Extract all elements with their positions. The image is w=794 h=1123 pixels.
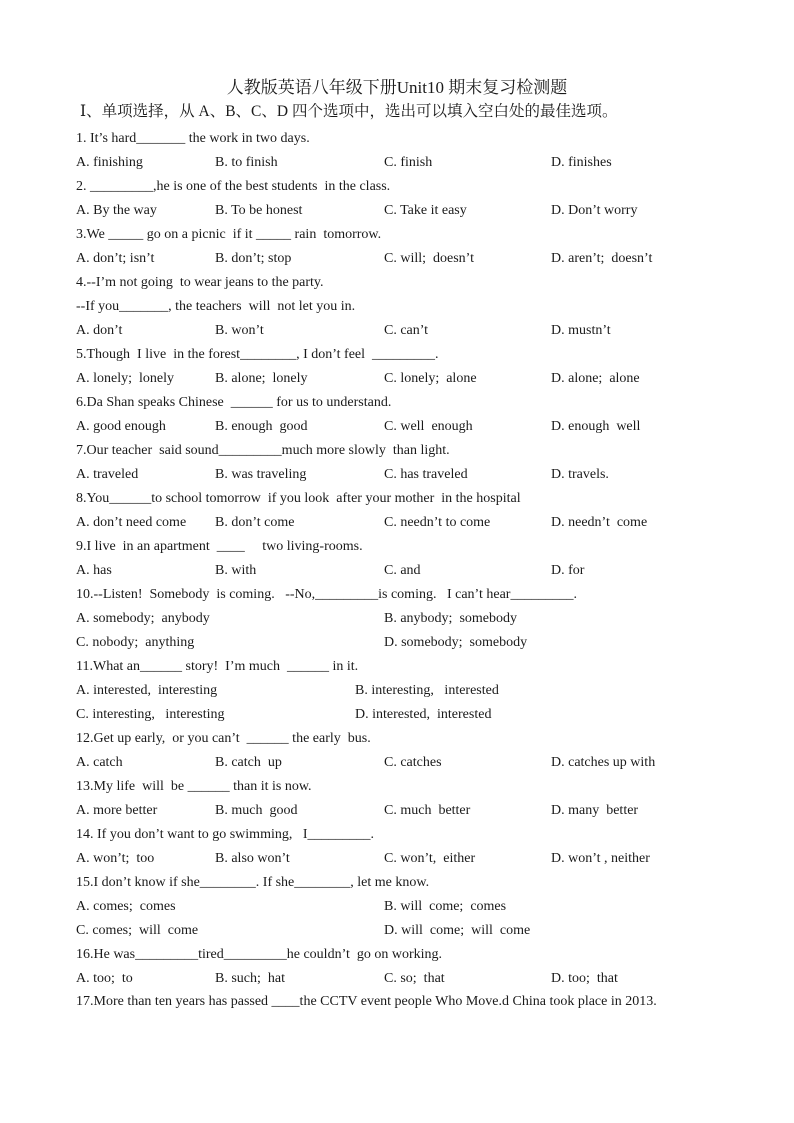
option-c: C. comes; will come: [76, 923, 199, 938]
option-b: B. To be honest: [215, 203, 303, 218]
option-d: D. somebody; somebody: [384, 635, 528, 650]
option-c: C. lonely; alone: [384, 371, 477, 386]
option-b: B. will come; comes: [384, 899, 507, 914]
option-b: B. don’t; stop: [215, 251, 292, 266]
question-6: 6.Da Shan speaks Chinese ______ for us to understand.: [76, 395, 392, 410]
option-c: C. catches: [384, 755, 442, 770]
section-heading: Ⅰ、单项选择，从 A、B、C、D 四个选项中，选出可以填入空白处的最佳选项。: [80, 103, 618, 120]
option-d: D. will come; will come: [384, 923, 531, 938]
option-c: C. Take it easy: [384, 203, 467, 218]
question-13: 13.My life will be ______ than it is now.: [76, 779, 312, 794]
question-16: 16.He was_________tired_________he couldn’t go on working.: [76, 947, 443, 962]
question-12: 12.Get up early, or you can’t ______ the early bus.: [76, 731, 371, 746]
question-9: 9.I live in an apartment ____ two living-rooms.: [76, 539, 363, 554]
question-5: 5.Though I live in the forest________, I don’t feel _________.: [76, 347, 439, 362]
option-b: B. don’t come: [215, 515, 295, 530]
question-8: 8.You______to school tomorrow if you look after your mother in the hospital: [76, 491, 521, 506]
option-a: A. don’t; isn’t: [76, 251, 155, 266]
option-a: A. more better: [76, 803, 158, 818]
option-b: B. much good: [215, 803, 298, 818]
option-c: C. finish: [384, 155, 433, 170]
option-a: A. lonely; lonely: [76, 371, 174, 386]
question-4-line-1: 4.--I’m not going to wear jeans to the party.: [76, 275, 324, 290]
option-a: A. interested, interesting: [76, 683, 218, 698]
option-a: A. catch: [76, 755, 123, 770]
option-b: B. also won’t: [215, 851, 290, 866]
option-d: D. catches up with: [551, 755, 656, 770]
question-11: 11.What an______ story! I’m much ______ in it.: [76, 659, 359, 674]
option-d: D. too; that: [551, 971, 618, 986]
option-c: C. so; that: [384, 971, 445, 986]
option-a: A. too; to: [76, 971, 133, 986]
option-a: A. good enough: [76, 419, 166, 434]
option-a: A. somebody; anybody: [76, 611, 210, 626]
option-d: D. travels.: [551, 467, 609, 482]
question-14: 14. If you don’t want to go swimming, I_________.: [76, 827, 375, 842]
question-2: 2. _________,he is one of the best students in the class.: [76, 179, 391, 194]
option-a: A. has: [76, 563, 112, 578]
option-c: C. can’t: [384, 323, 429, 338]
option-b: B. was traveling: [215, 467, 307, 482]
option-c: C. well enough: [384, 419, 473, 434]
option-b: B. to finish: [215, 155, 278, 170]
option-d: D. alone; alone: [551, 371, 640, 386]
option-d: D. finishes: [551, 155, 612, 170]
option-b: B. catch up: [215, 755, 282, 770]
question-3: 3.We _____ go on a picnic if it _____ rain tomorrow.: [76, 227, 382, 242]
question-10: 10.--Listen! Somebody is coming. --No,_________is coming. I can’t hear_________.: [76, 587, 577, 602]
option-c: C. much better: [384, 803, 471, 818]
option-b: B. such; hat: [215, 971, 285, 986]
option-a: A. don’t: [76, 323, 123, 338]
option-b: B. anybody; somebody: [384, 611, 517, 626]
option-b: B. enough good: [215, 419, 308, 434]
option-a: A. won’t; too: [76, 851, 155, 866]
option-d: D. enough well: [551, 419, 641, 434]
question-15: 15.I don’t know if she________. If she________, let me know.: [76, 875, 430, 890]
question-4-line-2: --If you_______, the teachers will not let you in.: [76, 299, 356, 314]
option-a: A. comes; comes: [76, 899, 176, 914]
option-d: D. needn’t come: [551, 515, 648, 530]
option-b: B. won’t: [215, 323, 264, 338]
page-title: 人教版英语八年级下册Unit10 期末复习检测题: [226, 78, 568, 97]
option-d: D. many better: [551, 803, 639, 818]
option-a: A. finishing: [76, 155, 143, 170]
option-c: C. interesting, interesting: [76, 707, 225, 722]
question-1: 1. It’s hard_______ the work in two days.: [76, 131, 310, 146]
option-c: C. and: [384, 563, 421, 578]
option-d: D. for: [551, 563, 585, 578]
question-17: 17.More than ten years has passed ____the CCTV event people Who Move.d China took place in 2013.: [76, 994, 657, 1009]
option-c: C. nobody; anything: [76, 635, 195, 650]
option-c: C. needn’t to come: [384, 515, 491, 530]
option-a: A. don’t need come: [76, 515, 187, 530]
option-c: C. won’t, either: [384, 851, 476, 866]
option-d: D. aren’t; doesn’t: [551, 251, 653, 266]
option-b: B. with: [215, 563, 257, 578]
option-b: B. interesting, interested: [355, 683, 499, 698]
question-7: 7.Our teacher said sound_________much more slowly than light.: [76, 443, 450, 458]
option-d: D. won’t , neither: [551, 851, 650, 866]
option-d: D. interested, interested: [355, 707, 492, 722]
option-d: D. Don’t worry: [551, 203, 638, 218]
option-d: D. mustn’t: [551, 323, 611, 338]
option-c: C. has traveled: [384, 467, 468, 482]
option-c: C. will; doesn’t: [384, 251, 474, 266]
option-b: B. alone; lonely: [215, 371, 308, 386]
option-a: A. traveled: [76, 467, 139, 482]
option-a: A. By the way: [76, 203, 157, 218]
